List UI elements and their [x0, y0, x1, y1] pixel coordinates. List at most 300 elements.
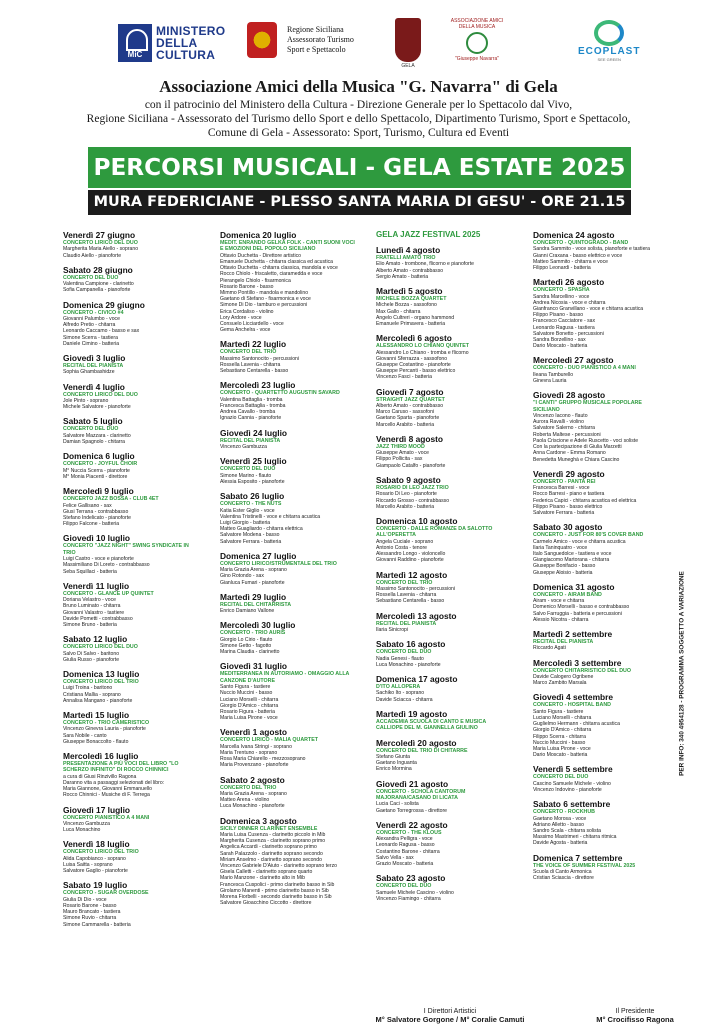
performer: Filippo Pollicita - sax [376, 456, 423, 463]
performer: Maria Provenzano - pianoforte [220, 762, 289, 769]
program-entry [376, 475, 512, 510]
performer: Gema Anchelra - voce [220, 327, 271, 334]
program-entry [376, 286, 512, 327]
president-name: M° Crocifisso Ragona [596, 1015, 674, 1024]
event-date: Sabato 26 luglio [220, 491, 285, 502]
event-title: CONCERTO LIRICO DEL DUO [63, 240, 138, 246]
event-title: RECITAL DEL PIANISTA [220, 437, 281, 444]
event-date: Domenica 24 agosto [533, 230, 615, 240]
performer: Emanuele Primavera - batteria [376, 321, 446, 328]
program-entry [533, 522, 669, 576]
performer: Massimo Santonocito - percussioni [376, 585, 455, 592]
performer: Katia Ester Giglio - voce [220, 507, 275, 514]
associazione-sub: "Giuseppe Navarra" [454, 56, 500, 62]
performer: Ileana Tamburello [533, 371, 574, 378]
performer: Marcello Arabito - batteria [376, 503, 435, 510]
event-date: Giovedì 31 luglio [220, 661, 288, 672]
performer: Salvatore Ferrara - batteria [533, 509, 595, 516]
performer: Samuele Michele Cascino - violino [376, 889, 454, 896]
event-date: Lunedì 4 agosto [376, 245, 441, 255]
performer: Alessia Esposito - pianoforte [220, 478, 285, 485]
event-date: Venerdì 1 agosto [220, 727, 288, 738]
performer: Ilaria Taninquatro - voce [533, 544, 588, 551]
event-date: Mercoledì 23 luglio [220, 380, 296, 391]
program-entry [63, 805, 199, 834]
signature-president [585, 1008, 685, 1024]
performer: Roberta Maltese - percussioni [533, 431, 601, 438]
performer: Cristian Sciascia - direttore [533, 875, 594, 882]
performer: Rosario Di Leo - pianoforte [376, 491, 437, 498]
event-date: Giovedì 4 settembre [533, 692, 614, 703]
performer: Gianfranco Granvillano - voce e chitarra acustica [533, 306, 644, 313]
performer: Dario Moscato - batteria [533, 343, 588, 350]
performer: Sebastiano Centarella - basso [220, 368, 289, 375]
performer: Massimiliano Di Loreto - contrabbasso [63, 562, 150, 569]
event-title: RECITAL DEL CHITARRISTA [220, 601, 292, 608]
ministero-logo [118, 24, 230, 62]
performer: Riccardo Grosso - contrabbasso [376, 497, 450, 504]
performer: Simone Ruvio - chitarra [63, 915, 117, 922]
performer: Sebastiano Centarella - basso [376, 598, 445, 605]
performer: Vincenzo Gabriele D'Aiuto - clarinetto soprano terzo [220, 863, 337, 870]
event-date: Martedì 2 settembre [533, 628, 613, 639]
program-entry [220, 428, 356, 451]
performer: Santo Figura - tastiere [220, 684, 271, 691]
regione-logo [247, 22, 354, 58]
performer: Alexandra Pelligra - voce [376, 836, 433, 843]
performer: Miriam Anselmo - clarinetto soprano secondo [220, 856, 322, 863]
performer: Giuseppe Costantino - pianoforte [376, 362, 451, 369]
event-date: Giovedì 3 luglio [63, 353, 126, 364]
performer: Rosario Figura - batteria [220, 709, 275, 715]
ecoplast-name: ECOPLAST [578, 46, 641, 57]
program-entry [220, 816, 356, 907]
performer: Alfredo Pretio - chitarra [63, 322, 116, 329]
event-title: CONCERTO CHITARRISTICO DEL DUO [533, 667, 631, 674]
event-date: Venerdì 25 luglio [220, 456, 287, 467]
event-title: ACCADEMIA SCUOLA DI CANTO E MUSICA CALLIOPE DEL M. GIANNELLA GIULINO [376, 718, 486, 732]
performer: Salvatore Gaglio - pianoforte [63, 868, 128, 875]
event-title: CONCERTO - TRIO CAMERISTICO [63, 719, 150, 726]
performer: Cascino Samuele Michele - violino [533, 780, 611, 787]
performer: Francesca Battaglia - tromba [220, 403, 286, 410]
event-date: Venerdì 11 luglio [63, 580, 130, 591]
event-title: MEDITERRANEA IN AUTORIAMO - OMAGGIO ALLA CANZONE D'AUTORE [220, 671, 350, 684]
performer: Salvatore Modena - basso [220, 532, 280, 539]
event-title: CONCERTO DEL TRIO [220, 784, 277, 791]
performer: Giuseppe Percanti - basso elettrico [376, 368, 456, 375]
program-entry [376, 873, 512, 902]
event-title: CONCERTO DEL DUO [533, 774, 589, 781]
performer: Gaetano Inguanta [376, 760, 417, 767]
event-title: CONCERTO - ROCKHUB [533, 809, 595, 816]
program-entry [63, 486, 199, 527]
performer: Aurora Ravalli - violino [533, 419, 584, 426]
event-date: Domenica 20 luglio [220, 230, 297, 240]
program-entry [533, 469, 669, 516]
event-title: CONCERTO DEL DUO [63, 274, 119, 281]
event-date: Mercoledì 3 settembre [533, 657, 622, 668]
performer: Max Gallo - chitarra [376, 308, 421, 315]
performer: Sara Nobile - canto [63, 732, 107, 739]
performer: Carmelo Amico - voce e chitarra acustica [533, 538, 626, 545]
performer: Ottavio Duchetta - Direttore artistico [220, 252, 301, 259]
performer: Davide Pometti - contrabbasso [63, 615, 133, 622]
performer: Bruno Luminato - chitarra [63, 603, 121, 610]
performer: Vincenzo Iacono - flauto [533, 413, 588, 420]
performer: Nuccio Muccini - basso [533, 739, 586, 746]
event-title: CONCERTO JAZZ BOSSA - CLUB 4ET [63, 496, 159, 503]
performer: Angelo Cultreri - organo hammond [376, 314, 455, 321]
event-title: RECITAL DEL PIANISTA [63, 363, 124, 370]
president-role: Il Presidente [615, 1008, 655, 1015]
program-entry [376, 738, 512, 773]
event-date: Martedì 19 agosto [376, 708, 448, 719]
program-entry [220, 339, 356, 374]
performer: Consuelo Licciardello - voce [220, 321, 284, 328]
performer: Gaetano Torregrossa - direttore [376, 807, 447, 814]
performer: Margherita Maria Aiello - soprano [63, 246, 139, 253]
performer: Andrea Cavallo - tromba [220, 409, 276, 416]
event-title: CONCERTO - AIRAM BAND [533, 591, 602, 598]
page-title: Associazione Amici della Musica "G. Navarra" di Gela [159, 77, 558, 96]
performer: Giulia Di Dio - voce [63, 896, 107, 903]
performer: Daranno vita a passaggi selezionati del libro: [63, 780, 165, 787]
program-entry [220, 551, 356, 586]
performer: Luciano Morselli - chitarra [220, 696, 279, 703]
event-title: CONCERTO LIRICO DEL DUO [63, 391, 138, 398]
event-date: Sabato 19 luglio [63, 880, 128, 891]
program-entry [220, 380, 356, 421]
event-date: Venerdì 22 agosto [376, 819, 448, 830]
event-title: SICILY DINNER CLARINET ENSEMBLE [220, 825, 318, 832]
performer: Maria Luisa Cusenza - clarinetto piccolo in Mib [220, 832, 326, 839]
event-title: PRESENTAZIONE A PIÙ VOCI DEL LIBRO "LO SCHERZO INFINITO" DI ROCCO CHINNICI [63, 761, 179, 774]
trinacria-icon [247, 22, 277, 58]
performer: Ignazio Cannia - pianoforte [220, 415, 282, 422]
program-entry [376, 779, 512, 814]
performer: Luigi Troina - baritono [63, 685, 113, 692]
performer: Salvatore Mazzara - clarinetto [63, 432, 131, 439]
performer: Sophia Ghambashidze [63, 369, 115, 376]
performer: Maria Luisa Pirone - voce [533, 746, 591, 753]
event-title: THE VOICE OF SUMMER FESTIVAL 2025 [533, 862, 636, 869]
performer: Maria Luisa Pirone - voce [220, 715, 278, 722]
program-entry [63, 839, 199, 874]
performer: Enrico Mormina [376, 766, 412, 773]
performer: Gaetano Morosa - voce [533, 815, 587, 822]
performer: Giovanni Raddino - pianoforte [376, 557, 444, 564]
event-title: CONCERTO - SUGAR OVERDOSE [63, 890, 149, 897]
event-date: Giovedì 7 agosto [376, 386, 444, 397]
performer: Gaetano Sparta - pianoforte [376, 415, 440, 422]
performer: Filippo Scerra - chitarra [533, 733, 586, 740]
event-title: CONCERTO DEL DUO [376, 883, 432, 890]
event-date: Domenica 10 agosto [376, 515, 458, 526]
performer: Federica Capici - chitarra acustica ed elettrica [533, 497, 637, 504]
program-entry [533, 853, 669, 882]
ecoplast-icon [594, 20, 624, 46]
event-date: Sabato 9 agosto [376, 474, 441, 485]
performer: Luisa Saitta - soprano [63, 862, 113, 869]
performer: Alida Capobianco - soprano [63, 855, 126, 862]
performer: Paola Criscione e Adele Ruscetto - voci soliste [533, 437, 639, 444]
ministero-name: MINISTERO DELLA CULTURA [156, 24, 226, 62]
performer: Doriana Velastro - voce [63, 597, 116, 604]
performer: Filippo Pisano - basso elettrico [533, 503, 603, 510]
event-date: Mercoledì 13 agosto [376, 610, 457, 621]
performer: Rossella Lavenia - chitarra [220, 362, 281, 369]
event-date: Domenica 13 luglio [63, 668, 140, 679]
event-title: CONCERTO - GLANCE UP QUINTET [63, 590, 154, 597]
performer: Antonio Costa - tenore [376, 544, 427, 551]
performer: Lory Ardore - voce [220, 314, 262, 321]
performer: Francesco Cacciatore - sax [533, 318, 595, 325]
performer: Gisela Calletti - clarinetto soprano quarto [220, 869, 313, 876]
event-date: Venerdì 4 luglio [63, 381, 125, 392]
performer: Giuseppe Bonifacio - basso [533, 563, 596, 570]
event-title: CONCERTO - QUINTOGRADO - BAND [533, 240, 629, 246]
program-entry [220, 592, 356, 615]
program-column-1 [63, 230, 199, 934]
performer: Gaetano di Stefano - fisarmonica e voce [220, 296, 311, 303]
performer: Francesca Cuspolici - primo clarinetto basso in Sib [220, 881, 335, 888]
venue-banner: MURA FEDERICIANE - PLESSO SANTA MARIA DI GESU' - ORE 21.15 [88, 190, 631, 215]
event-date: Venerdì 5 settembre [533, 764, 613, 775]
event-title: CONCERTO - PANTA REI [533, 478, 596, 485]
performer: Luca Monachino - pianoforte [220, 803, 285, 810]
program-entry [63, 382, 199, 411]
performer: Simone Cammarella - batteria [63, 921, 131, 928]
performer: Erica Cordaliso - violino [220, 308, 274, 315]
performer: Adriano Alletto - basso [533, 821, 584, 828]
performer: Simone Di Dio - tamburo e percussioni [220, 302, 308, 309]
program-entry [376, 516, 512, 564]
program-entry [533, 277, 669, 349]
performer: Giorgio D'Amico - chitarra [533, 727, 592, 734]
event-title: RECITAL DEL PIANISTA [376, 620, 437, 627]
performer: Nadia Genesi - flauto [376, 655, 424, 662]
program-entry [63, 265, 199, 294]
performer: Rocco Barresi - piano e tastiera [533, 491, 605, 498]
event-date: Mercoledì 6 agosto [376, 333, 452, 344]
performer: Rocco Chiolo - friscaletto, ciaramedda e voce [220, 271, 323, 278]
performer: Ottavio Duchetta - chitarra classica, mandola e voce [220, 265, 338, 272]
program-entry [376, 570, 512, 605]
performer: Scuola di Canto Armonica [533, 869, 592, 876]
event-date: Giovedì 17 luglio [63, 804, 131, 815]
event-title: MICHELE BOZZA QUARTET [376, 296, 447, 303]
performer: Filippo Leonardi - batteria [533, 265, 591, 272]
performer: Davide Sciacca - chitarra [376, 696, 433, 703]
performer: Matteo Arena - violino [220, 797, 270, 804]
associazione-emblem-icon [466, 32, 488, 54]
performer: Anna Cardone - Emma Romano [533, 450, 606, 457]
event-title: CONCERTO PIANISTICO A 4 MANI [63, 814, 150, 821]
performer: Leonardo Ragusa - tastiera [533, 324, 595, 331]
performer: Elio Amato - trombone, flicorno e pianoforte [376, 261, 474, 268]
performer: Salvo Vella - sax [376, 854, 414, 861]
performer: Alessio Nicotra - chitarra [533, 616, 589, 623]
performer: Enrico Damiano Vallone [220, 608, 275, 615]
performer: Valentina Battaglia - tromba [220, 396, 283, 403]
event-title: CONCERTO DEL TRIO [220, 349, 277, 356]
performer: Angela Cuciale - soprano [376, 538, 434, 545]
event-title: D'ITO ALLOPERA [376, 683, 421, 690]
performer: Simone Scerra - tastiera [63, 334, 118, 341]
performer: Davide Agosta - batteria [533, 840, 588, 847]
performer: Filippo Falcone - batteria [63, 521, 120, 528]
program-entry [220, 727, 356, 768]
program-entry [376, 639, 512, 668]
program-entry [376, 245, 512, 280]
event-date: Sabato 6 settembre [533, 799, 611, 810]
performer: Riccardo Agati [533, 645, 566, 652]
event-date: Domenica 31 agosto [533, 581, 615, 592]
performer: Luigi Castro - voce e pianoforte [63, 556, 134, 563]
event-title: CONCERTO DEL TRIO DI CHITARRE [376, 747, 468, 754]
event-title: CONCERTO - SPASHA [533, 287, 590, 294]
festival-banner: PERCORSI MUSICALI - GELA ESTATE 2025 [88, 147, 631, 188]
program-entry [533, 230, 669, 271]
performer: Vincenzo Gambuzza [63, 821, 110, 828]
event-title: CONCERTO - JOYFUL CHOIR [63, 461, 138, 468]
performer: Vincenzo Gambuzza [220, 444, 267, 451]
event-title: CONCERTO LIRICO DEL TRIO [63, 849, 139, 856]
performer: Mario Manzone - clarinetto alto in Mib [220, 875, 305, 882]
program-column-3 [376, 230, 512, 908]
event-date: Sabato 23 agosto [376, 873, 446, 884]
performer: a cura di Giusi Rinzivillo Ragona [63, 773, 137, 780]
performer: Rossella Lavenia - chitarra [376, 592, 437, 599]
performer: Nuccio Muccini - basso [220, 690, 273, 697]
program-entry [376, 387, 512, 428]
info-text: PER INFO: 340 4954128 - PROGRAMMA SOGGETTO A VARIAZIONE [678, 571, 686, 776]
performer: Vincenzo Ginevra Lauria - pianoforte [63, 726, 146, 733]
event-date: Domenica 6 luglio [63, 451, 135, 462]
directors-names: M° Salvatore Gorgone / M° Coralie Camuti [375, 1015, 525, 1024]
performer: Giorgio Lo Cirio - flauto [220, 636, 273, 643]
program-entry [220, 661, 356, 721]
event-date: Venerdì 29 agosto [533, 468, 605, 479]
event-title: "I CANTI" GRUPPO MUSICALE POPOLARE SICILIANO [533, 400, 642, 413]
program-entry [63, 300, 199, 347]
performer: Damian Spagnolo - chitarra [63, 439, 126, 446]
performer: Giulia Russo - pianoforte [63, 656, 120, 663]
program-entry [533, 658, 669, 687]
performer: Lucia Caci - solista [376, 801, 419, 808]
event-date: Martedì 12 agosto [376, 569, 448, 580]
regione-dept: Assessorato Turismo [287, 35, 354, 44]
program-entry [376, 611, 512, 634]
event-title: CONCERTO - TRIO AURIS [220, 630, 286, 637]
performer: Salvatore Salerno - chitarra [533, 425, 596, 432]
event-title: CONCERTO DEL TRIO [376, 579, 433, 586]
performer: Alberto Amato - contrabbasso [376, 267, 444, 274]
performer: Airam - voce e chitarra [533, 598, 585, 605]
event-date: Giovedì 24 luglio [220, 427, 288, 438]
performer: Valentina Campione - clarinetto [63, 281, 134, 288]
event-date: Venerdì 8 agosto [376, 433, 444, 444]
performer: Seba Squillaci - batteria [63, 568, 117, 575]
program-entry [63, 880, 199, 927]
event-title: CONCERTO - DUO PIANISTICO A 4 MANI [533, 365, 636, 372]
program-entry [533, 582, 669, 623]
performer: Sandra Sammito - voce solista, pianoforte e tastiera [533, 246, 650, 253]
ecoplast-sub: SEE GREEN [597, 57, 621, 62]
ecoplast-logo [578, 20, 640, 62]
patrocinio-line3: Comune di Gela - Assessorato: Sport, Turismo, Cultura ed Eventi [207, 127, 510, 139]
performer: Luciano Morselli - chitarra [533, 715, 592, 721]
performer: Sarah Palazzolo - clarinetto soprano secondo [220, 850, 323, 857]
performer: M° Monia Piacenti - direttore [63, 473, 128, 480]
event-date: Sabato 16 agosto [376, 639, 446, 650]
program-entry [533, 629, 669, 652]
performer: Luigi Giorgio - batteria [220, 519, 271, 526]
performer: Ilaria Sinicropi [376, 626, 408, 633]
performer: Claudio Aiello - pianoforte [63, 252, 122, 259]
performer: Giuseppe Bonaccolto - flauto [63, 738, 129, 745]
event-date: Domenica 17 agosto [376, 673, 458, 684]
program-entry [63, 634, 199, 663]
program-entry [533, 355, 669, 384]
performer: Giuseppe Aloisio - batteria [533, 569, 593, 576]
program-entry [220, 456, 356, 485]
performer: Rosario Barone - basso [63, 903, 117, 910]
program-entry [376, 434, 512, 469]
program-entry [63, 751, 199, 799]
event-date: Giovedì 28 agosto [533, 390, 606, 401]
performer: Salvatore Ferrara - batteria [220, 538, 282, 545]
performer: Vincenzo Fasci - batteria [376, 374, 432, 381]
event-date: Mercoledì 20 agosto [376, 737, 457, 748]
performer: Salvo Di Salvo - baritono [63, 650, 120, 657]
event-title: ROSARIO DI LEO JAZZ TRIO [376, 484, 449, 491]
event-title: CONCERTO - CIVICO #4 [63, 309, 124, 316]
event-title: CONCERTO LIRICO DEL DUO [63, 644, 138, 651]
performer: Giovanni Valastro - tastiere [63, 609, 125, 616]
program-entry [63, 451, 199, 480]
performer: Maria Trentuno - soprano [220, 750, 278, 757]
performer: Emanuele Duchetta - chitarra classica ed acustica [220, 259, 333, 266]
event-date: Sabato 12 luglio [63, 634, 128, 645]
performer: Luca Monachino [63, 827, 101, 834]
comune-crest-icon [395, 18, 421, 62]
performer: Felice Gallisano - sax [63, 502, 112, 509]
directors-role: I Direttori Artistici [423, 1008, 477, 1015]
performer: Sandra Borzellino - sax [533, 337, 586, 344]
event-date: Domenica 3 agosto [220, 815, 297, 826]
performer: Giusi Terrana - contrabbasso [63, 508, 129, 515]
performer: Salvo Farruggia - batteria e percussioni [533, 610, 622, 617]
performer: Andrea Nicosia - voce e chitarra [533, 299, 606, 306]
performer: Marcello Arabito - batteria [376, 421, 435, 428]
performer: Francesca Barresi - voce [533, 485, 590, 492]
regione-dept2: Sport e Spettacolo [287, 45, 346, 54]
program-entry [533, 390, 669, 462]
performer: Con la partecipazione di Giulia Marzetti [533, 444, 622, 451]
performer: Matteo Sammito - chitarra e voce [533, 258, 609, 265]
event-date: Mercoledì 30 luglio [220, 620, 296, 631]
performer: Girolamo Manenti - primo clarinetto basso in Sib [220, 887, 329, 894]
performer: Italo Sanguedolce - tastiera e voce [533, 550, 612, 557]
event-date: Venerdì 18 luglio [63, 839, 130, 850]
event-title: CONCERTO LIRICO - MALIA QUARTET [220, 737, 318, 744]
event-date: Sabato 5 luglio [63, 416, 123, 427]
program-entry [63, 533, 199, 574]
event-title: CONCERTO - THE NUTS [220, 501, 282, 508]
mic-icon [118, 24, 152, 62]
